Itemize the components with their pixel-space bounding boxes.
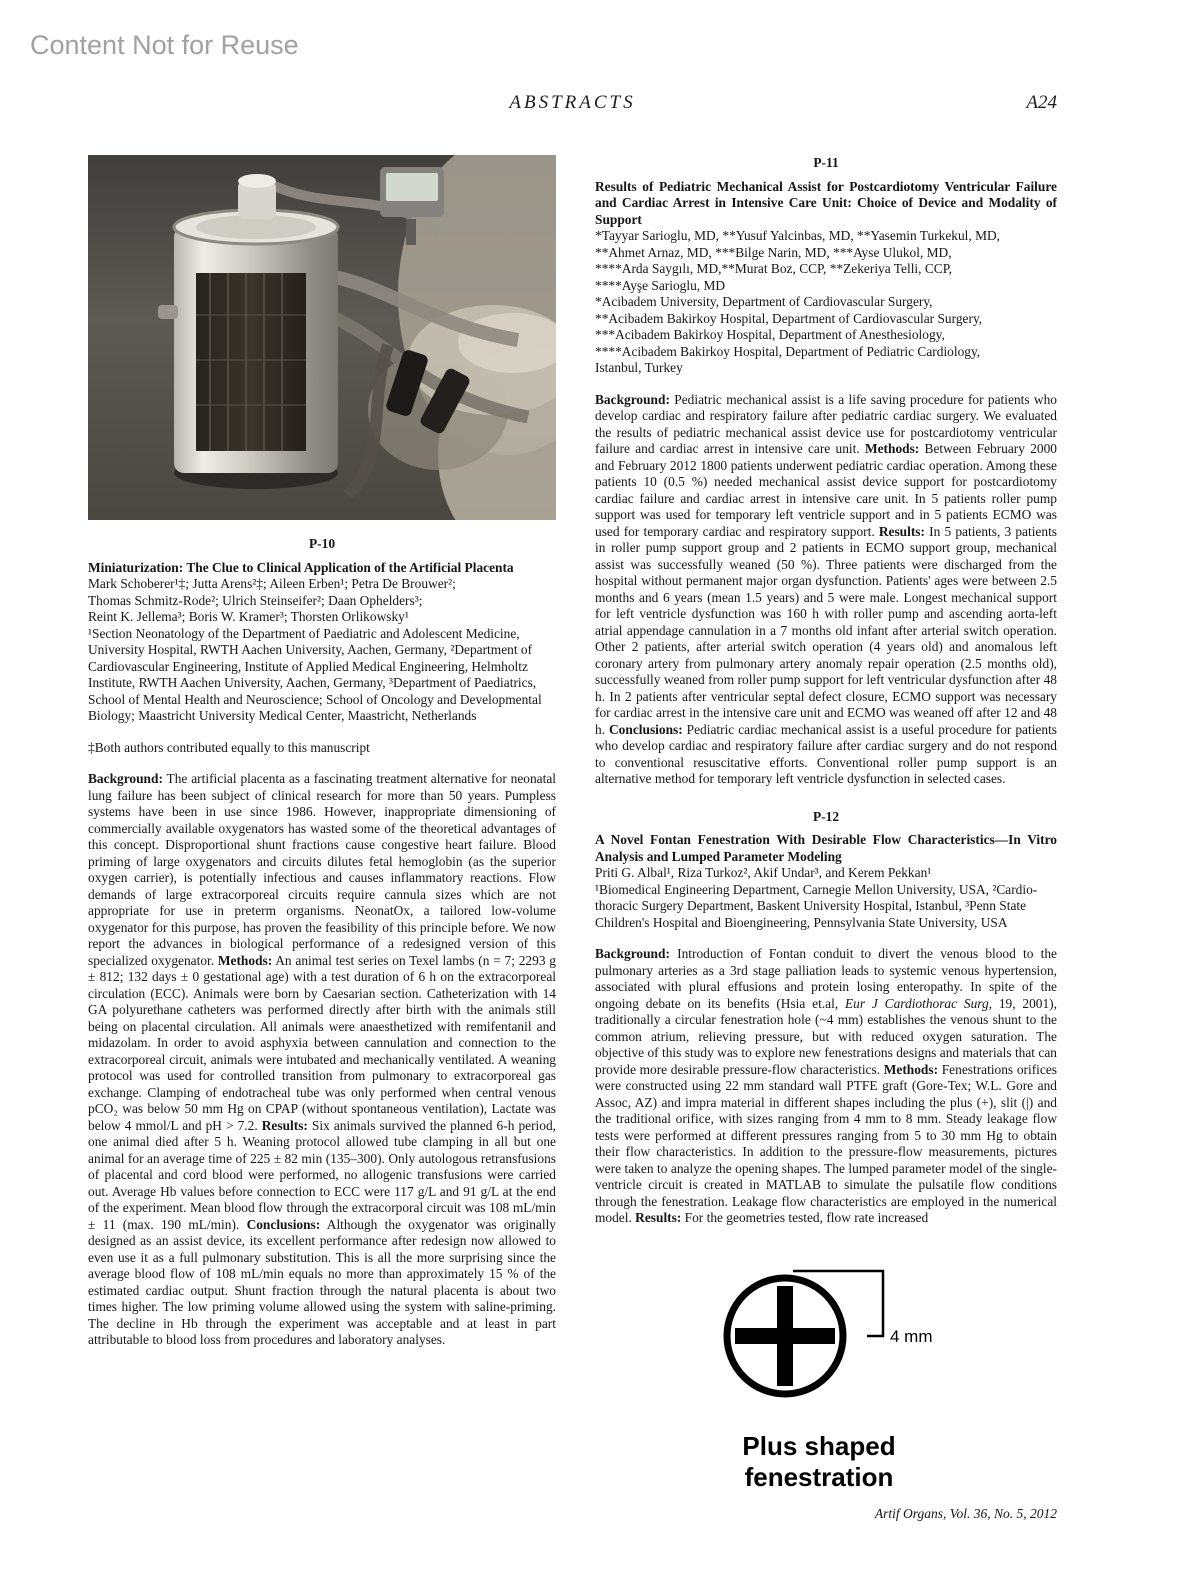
background-label: Background: <box>595 391 670 407</box>
results-label: Results: <box>878 523 925 539</box>
dimension-label: 4 mm <box>890 1326 933 1346</box>
author-list-p11: *Tayyar Sarioglu, MD, **Yusuf Yalcinbas, MD, **Yasemin Turkekul, MD, **Ahmet Arnaz, MD, ***Bilge Narin, MD, ***Ayse Ulukol, MD, ****Arda Saygılı, MD,**Murat Boz, CCP, **Zekeriya Telli, CCP, ****Ayşe Sarioglu, MD <box>595 228 1001 293</box>
affiliation-list-p11: *Acibadem University, Department of Cardiovascular Surgery, **Acibadem Bakirkoy Hospital, Department of Cardiovascular Surgery, ***Acibadem Bakirkoy Hospital, Department of Anesthesiology, ****Acibadem Bakirkoy Hospital, Department of Pediatric Cardiology, Istanbul, Turkey <box>595 294 983 375</box>
results-label: Results: <box>635 1210 682 1225</box>
abstract-p11 <box>595 155 1057 788</box>
journal-name-italic: Eur J Cardiothorac Surg <box>845 995 989 1011</box>
background-text: Pediatric mechanical assist is a life saving procedure for patients who develop cardiac and respiratory failure after pediatric cardiac surgery. We evaluated the results of pediatric mechanical assist device use for postcardiotomy ventricular failure and cardiac arrest in intensive care unit. <box>595 391 1057 456</box>
abstract-title-p11: Results of Pediatric Mechanical Assist for Postcardiotomy Ventricular Failure and Cardiac Arrest in Intensive Care Unit: Choice of Device and Modality of Support <box>595 178 1057 227</box>
methods-label: Methods: <box>217 952 273 968</box>
abstract-body-p10 <box>88 771 556 1349</box>
abstract-number-p11: P-11 <box>813 155 839 170</box>
figure-caption: Plus shaped fenestration <box>742 1430 896 1493</box>
conclusions-label: Conclusions: <box>609 721 683 737</box>
results-text: For the geometries tested, flow rate increased <box>681 1210 929 1225</box>
abstract-body-p12 <box>595 946 1057 1227</box>
methods-label: Methods: <box>883 1061 939 1077</box>
abstract-p10 <box>88 536 556 1349</box>
background-text: The artificial placenta as a fascinating treatment alternative for neonatal lung failure has been subject of clinical research for more than 50 years. Pumpless systems have been in use since 1986. However, inappropriate dimensioning of commercially available oxygenators has wasted some of the theoretical advantages of this concept. Disproportional shunt fractions cause congestive heart failure. Blood priming of large oxygenators and circuits dilutes fetal hemoglobin (as the superior oxygen carrier), is potentially infectious and causes inflammatory reactions. Flow demands of large extracorporeal circuits require cannula sizes which are not appropriate for use in preterm organisms. NeonatOx, a tailored low-volume oxygenator for this purpose, has proven the feasibility of this principle before. We now report the advances in biological performance of a redesigned version of this specialized oxygenator. <box>88 771 556 968</box>
abstract-number-p10: P-10 <box>308 536 336 551</box>
abstract-number-p12: P-12 <box>812 808 840 824</box>
abstract-p12 <box>595 809 1057 1227</box>
background-text-2: , 19, 2001), traditionally a circular fenestration hole (~4 mm) establishes the venous shunt to the common atrium, relieving pressure, but with reduced oxygen saturation. The objective of this study was to explore new fenestrations designs and materials that can provide more desirable pressure-flow characteristics. <box>595 995 1057 1077</box>
conclusions-text: Pediatric cardiac mechanical assist is a useful procedure for patients who develop cardiac and respiratory failure after cardiac surgery and do not respond to conventional resuscitative efforts. Conventional roller pump support is an alternative method for temporary left ventricle dysfunction in selected cases. <box>595 721 1058 786</box>
methods-text: Between February 2000 and February 2012 1800 patients underwent pediatric cardiac operation. Among these patients 10 (0.5 %) needed mechanical assist device support for postcardiotomy cardiac failure and cardiac arrest in intensive care unit. In 5 patients roller pump support was used for temporary left ventricle support and in 5 patients ECMO was used for temporary cardiac and respiratory support. <box>595 441 1058 539</box>
running-head-title: ABSTRACTS <box>509 92 636 113</box>
results-label: Results: <box>261 1117 308 1133</box>
right-column <box>595 155 1057 1494</box>
author-list-p10: Mark Schoberer¹‡; Jutta Arens²‡; Aileen Erben¹; Petra De Brouwer²; Thomas Schmitz-Rode²; Ulrich Steinseifer²; Daan Ophelders³; Reint K. Jellema³; Boris W. Kramer³; Thorsten Orlikowsky¹ <box>88 576 456 624</box>
plus-vertical-bar <box>777 1286 793 1386</box>
conclusions-label: Conclusions: <box>246 1216 321 1232</box>
conclusions-text: Although the oxygenator was originally designed as an assist device, its excellent performance after redesign now allowed to even use it as a full pulmonary substitution. This is all the more surprising since the average blood flow of 108 mL/min equals no more than approximately 15 % of the estimated cardiac output. Shunt fraction through the natural placenta is about two times higher. The low priming volume allowed using the system with saline-priming. The decline in Hb through the experiment was acceptable and at least in part attributable to blood loss from procedures and laboratory analyses. <box>88 1216 556 1347</box>
page-number: A24 <box>1026 92 1057 113</box>
watermark-text: Content Not for Reuse <box>30 30 299 60</box>
background-label: Background: <box>88 771 163 786</box>
running-head <box>88 92 1057 116</box>
abstract-title-p12: A Novel Fontan Fenestration With Desirable Flow Characteristics—In Vitro Analysis and Lumped Parameter Modeling <box>595 832 1057 864</box>
left-column <box>88 155 556 1349</box>
equal-contribution-note: ‡Both authors contributed equally to this manuscript <box>88 739 370 755</box>
background-label: Background: <box>595 946 670 961</box>
affiliation-list-p10: ¹Section Neonatology of the Department of Paediatric and Adolescent Medicine, University Hospital, RWTH Aachen University, Aachen, Germany, ²Department of Cardiovascular Engineering, Institute of Applied Medical Engineering, Helmholtz Institute, RWTH Aachen University, Aachen, Germany, ³Department of Paediatrics, School of Mental Health and Neuroscience; School of Oncology and Developmental Biology; Maastricht University Medical Center, Maastricht, Netherlands <box>88 625 542 723</box>
methods-text: Fenestrations orifices were constructed using 22 mm standard wall PTFE graft (Gore-Tex; W.L. Gore and Assoc, AZ) and impra material in different shapes including the plus (+), slit (|) and the traditional orifice, with sizes ranging from 4 mm to 8 mm. Steady leakage flow tests were performed at different pressures ranging from 5 to 30 mm Hg to obtain their flow characteristics. In addition to the pressure-flow measurements, pictures were taken to analyze the opening shapes. The lumped parameter model of the single-ventricle circuit is created in MATLAB to simulate the pulsatile flow conditions through the fenestration. Leakage flow characteristics are employed in the numerical model. <box>595 1061 1057 1225</box>
background-text-1: Introduction of Fontan conduit to divert the venous blood to the pulmonary arteries as a 3rd stage palliation leads to systemic venous hypertension, associated with plural effusions and protein losing enteropathy. In spite of the ongoing debate on its benefits (Hsia et.al, <box>595 946 1057 1011</box>
results-text: In 5 patients, 3 patients in roller pump support group and 2 patients in ECMO support group, mechanical assist was successfully weaned (50 %). Three patients were discharged from the hospital without permanent major organ dysfunction. Patients' ages were between 2.5 months and 6 years (mean 1.5 years) and 5 were male. Longest mechanical support for left ventricle dysfunction was 160 h with roller pump and ascending aorta-left atrial appendage cannulation in a 7 months old infant after arterial switch operation. Other 2 patients, after arterial switch operation (4 years old) and anomalous left coronary artery from pulmonary artery anomaly repair operation (2.5 months old), successfully weaned from roller pump support for left ventricular dysfunction after 48 h. In 2 patients after ventricular septal defect closure, ECMO support was necessary for cardiac arrest in the intensive care unit and ECMO was weaned off after 12 and 48 h. <box>595 523 1058 737</box>
fenestration-figure <box>713 1261 963 1494</box>
methods-label: Methods: <box>864 441 920 456</box>
abstract-body-p11 <box>595 392 1057 788</box>
abstract-title-p10: Miniaturization: The Clue to Clinical Application of the Artificial Placenta <box>88 559 514 575</box>
methods-text: An animal test series on Texel lambs (n = 7; 2293 g ± 812; 132 days ± 0 gestational age) with a test duration of 6 h on the extracorporeal circulation (ECC). Animals were born by Caesarian section. Catheterization with 14 GA polyurethane catheters was performed directly after birth with the animals still being on placental circulation. All animals were anaesthetized with remifentanil and midazolam. In order to avoid asphyxia between cannulation and connection to the extracorporeal circuit, animals were intubated and mechanically ventilated. A weaning protocol was used for controlled transition from pulmonary to extracorporeal gas exchange. Clamping of endotracheal tube was only performed when central venous pCO₂ was below 50 mm Hg on CPAP (without spontaneous ventilation), Lactate was below 4 mmol/L and pH > 7.2. <box>88 952 556 1133</box>
journal-citation: Artif Organs, Vol. 36, No. 5, 2012 <box>874 1506 1057 1521</box>
author-list-p12: Priti G. Albal¹, Riza Turkoz², Akif Undar³, and Kerem Pekkan¹ <box>595 865 932 880</box>
oxygenator-device-photo <box>88 155 556 520</box>
affiliation-list-p12: ¹Biomedical Engineering Department, Carnegie Mellon University, USA, ²Cardio-thoracic Surgery Department, Baskent University Hospital, Istanbul, ³Penn State Children's Hospital and Bioengineering, Pennsylvania State University, USA <box>595 881 1038 930</box>
results-text: Six animals survived the planned 6-h period, one animal died after 5 h. Weaning protocol allowed tube clamping in all but one animal for an average time of 225 ± 82 min (135–300). Only autologous retransfusions of placental and cord blood were performed, no allogenic transfusions were carried out. Average Hb values before connection to ECC were 117 g/L and 91 g/L at the end of the experiment. Mean blood flow through the extracorporal circuit was 108 mL/min ± 11 (max. 190 mL/min). <box>88 1117 556 1232</box>
